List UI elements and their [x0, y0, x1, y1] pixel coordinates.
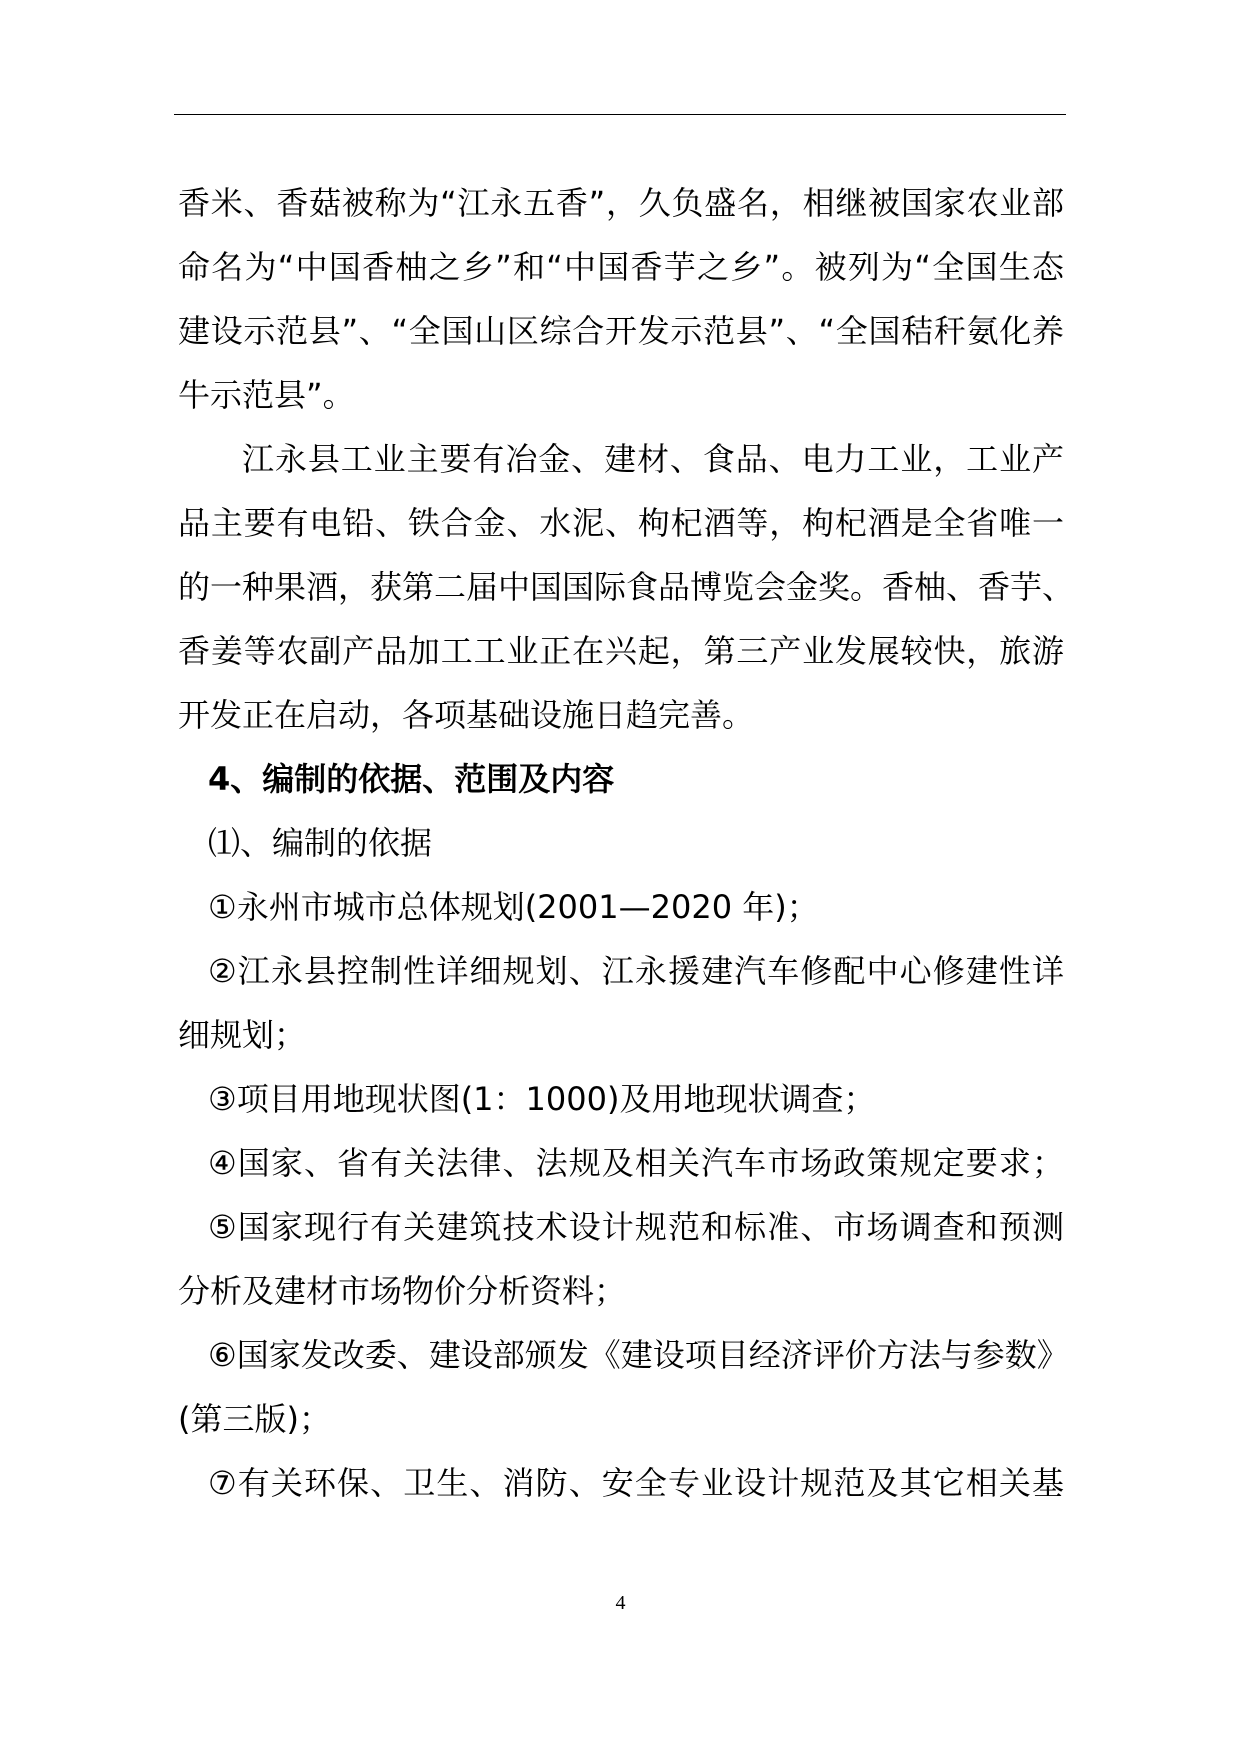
subsection-heading: ⑴、编制的依据 — [208, 824, 433, 862]
paragraph-1-line: 香米、香菇被称为“江永五香”，久负盛名，相继被国家农业部 — [178, 184, 1064, 222]
paragraph-2-line: 品主要有电铅、铁合金、水泥、枸杞酒等，枸杞酒是全省唯一 — [178, 504, 1064, 542]
page-number: 4 — [615, 1592, 626, 1614]
paragraph-2-line: 的一种果酒，获第二届中国国际食品博览会金奖。香柚、香芋、 — [178, 568, 1075, 606]
basis-item-6: ⑥国家发改委、建设部颁发《建设项目经济评价方法与参数》 — [208, 1336, 1069, 1374]
basis-item-7: ⑦有关环保、卫生、消防、安全专业设计规范及其它相关基 — [208, 1464, 1064, 1502]
paragraph-1-line: 建设示范县”、“全国山区综合开发示范县”、“全国秸秆氨化养 — [178, 312, 1064, 350]
header-rule — [174, 114, 1066, 115]
basis-item-2-continued: 细规划； — [178, 1016, 307, 1054]
basis-item-6-continued: (第三版)； — [178, 1400, 331, 1438]
paragraph-2-line: 开发正在启动，各项基础设施日趋完善。 — [178, 696, 755, 734]
basis-item-4: ④国家、省有关法律、法规及相关汽车市场政策规定要求； — [208, 1144, 1064, 1182]
basis-item-5-continued: 分析及建材市场物价分析资料； — [178, 1272, 627, 1310]
basis-item-5: ⑤国家现行有关建筑技术设计规范和标准、市场调查和预测 — [208, 1208, 1064, 1246]
paragraph-2-line: 香姜等农副产品加工工业正在兴起，第三产业发展较快，旅游 — [178, 632, 1064, 670]
paragraph-1-line: 命名为“中国香柚之乡”和“中国香芋之乡”。被列为“全国生态 — [178, 248, 1064, 286]
paragraph-2-line: 江永县工业主要有冶金、建材、食品、电力工业，工业产 — [242, 440, 1064, 478]
paragraph-1-line: 牛示范县”。 — [178, 376, 355, 414]
basis-item-3: ③项目用地现状图(1：1000)及用地现状调查； — [208, 1080, 876, 1118]
basis-item-2: ②江永县控制性详细规划、江永援建汽车修配中心修建性详 — [208, 952, 1064, 990]
basis-item-1: ①永州市城市总体规划(2001—2020 年)； — [208, 888, 819, 926]
section-heading: 4、编制的依据、范围及内容 — [208, 760, 615, 798]
